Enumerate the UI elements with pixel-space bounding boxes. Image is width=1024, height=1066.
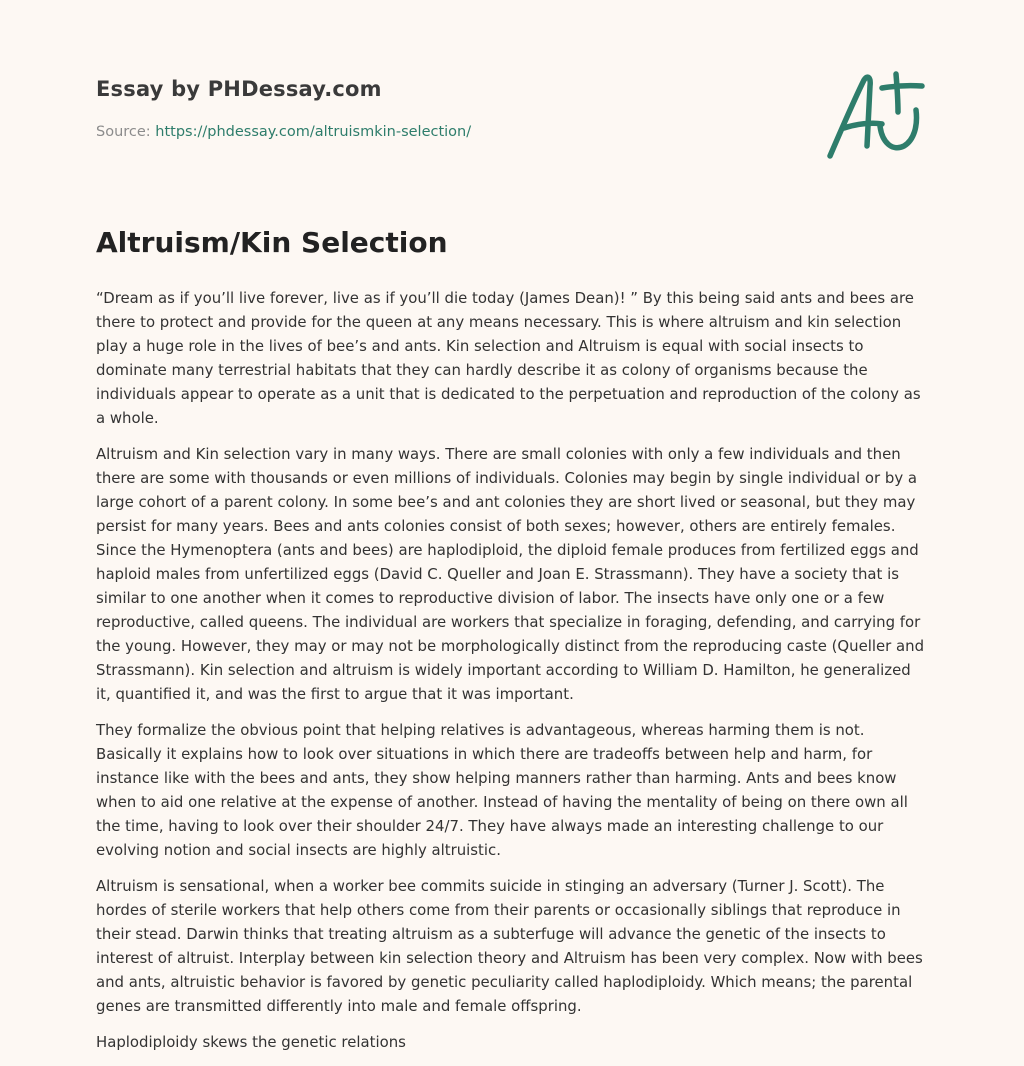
essay-paragraph: They formalize the obvious point that helping relatives is advantageous, whereas harming them is not. Basically it explains how to look over situations in which there are tradeoffs between help and harm, for instance like with the bees and ants, they show helping manners rather than harming. Ants and bees know when to aid one relative at the expense of another. Instead of having the mentality of being on there own all the time, having to look over their shoulder 24/7. They have always made an interesting challenge to our evolving notion and social insects are highly altruistic. [96, 721, 908, 859]
logo-plus-horizontal [882, 86, 922, 88]
source-line [96, 124, 471, 140]
logo-check-curve [880, 110, 917, 148]
source-label: Source: [96, 124, 151, 140]
essay-body [96, 286, 930, 1066]
logo-letter-a-stroke [830, 77, 870, 156]
essay-paragraph: Altruism is sensational, when a worker bee commits suicide in stinging an adversary (Turner J. Scott). The hordes of sterile workers that help others come from their parents or occasionally siblings that reproduce in their stead. Darwin thinks that treating altruism as a subterfuge will advance the genetic of the insects to interest of altruist. Interplay between kin selection theory and Altruism has been very complex. Now with bees and ants, altruistic behavior is favored by genetic peculiarity called haplodiploidy. Which means; the parental genes are transmitted differently into male and female offspring. [96, 877, 923, 1015]
essay-paragraph: “Dream as if you’ll live forever, live as if you’ll die today (James Dean)! ” By this being said ants and bees are there to protect and provide for the queen at any means necessary. This is where altruism and kin selection play a huge role in the lives of bee’s and ants. Kin selection and Altruism is equal with social insects to dominate many terrestrial habitats that they can hardly describe it as colony of organisms because the individuals appear to operate as a unit that is dedicated to the perpetuation and reproduction of the colony as a whole. [96, 289, 921, 427]
essay-title: Altruism/Kin Selection [96, 226, 448, 259]
essay-paragraph: Haplodiploidy skews the genetic relations [96, 1033, 406, 1051]
site-brand-title: Essay by PHDessay.com [96, 77, 382, 101]
source-link[interactable]: https://phdessay.com/altruismkin-selection/ [155, 124, 472, 140]
logo-plus-vertical [896, 74, 898, 112]
a-plus-logo-icon [820, 66, 930, 166]
logo-letter-a-crossbar [844, 123, 882, 128]
essay-paragraph: Altruism and Kin selection vary in many ways. There are small colonies with only a few individuals and then there are some with thousands or even millions of individuals. Colonies may begin by single individual or by a large cohort of a parent colony. In some bee’s and ant colonies they are short lived or seasonal, but they may persist for many years. Bees and ants colonies consist of both sexes; however, others are entirely females. Since the Hymenoptera (ants and bees) are haplodiploid, the diploid female produces from fertilized eggs and haploid males from unfertilized eggs (David C. Queller and Joan E. Strassmann). They have a society that is similar to one another when it comes to reproductive division of labor. The insects have only one or a few reproductive, called queens. The individual are workers that specialize in foraging, defending, and carrying for the young. However, they may or may not be morphologically distinct from the reproducing caste (Queller and Strassmann). Kin selection and altruism is widely important according to William D. Hamilton, he generalized it, quantified it, and was the first to argue that it was important. [96, 445, 925, 703]
